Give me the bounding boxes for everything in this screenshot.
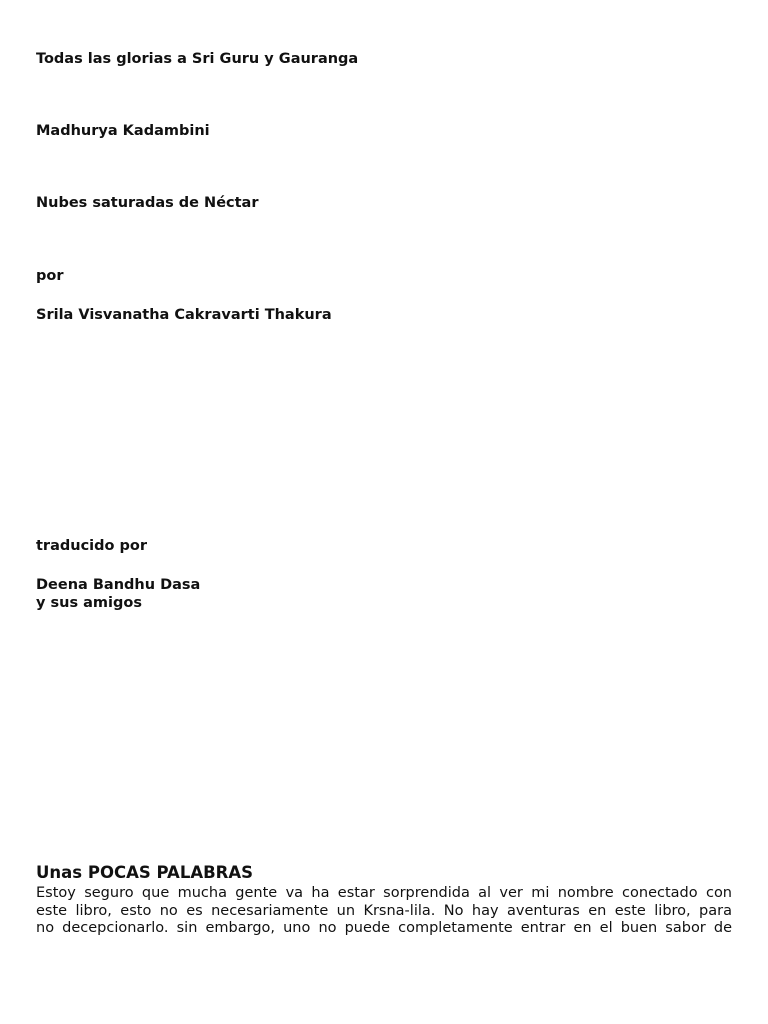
translator-extra: y sus amigos [36, 595, 142, 611]
dedication-line: Todas las glorias a Sri Guru y Gauranga [36, 51, 359, 67]
body-line: Estoy seguro que mucha gente va ha estar sorprendida al ver mi nombre conectado con [36, 885, 732, 901]
section-heading: Unas POCAS PALABRAS [36, 863, 254, 882]
book-subtitle: Nubes saturadas de Néctar [36, 195, 259, 211]
translated-by-label: traducido por [36, 538, 148, 554]
by-label: por [36, 268, 64, 284]
section-body [36, 885, 732, 938]
book-title: Madhurya Kadambini [36, 123, 210, 139]
translator-name: Deena Bandhu Dasa [36, 577, 201, 593]
body-line: este libro, esto no es necesariamente un Krsna-lila. No hay aventuras en este libro, para [36, 902, 732, 919]
author-name: Srila Visvanatha Cakravarti Thakura [36, 307, 332, 323]
body-line: no decepcionarlo. sin embargo, uno no puede completamente entrar en el buen sabor de [36, 920, 732, 936]
